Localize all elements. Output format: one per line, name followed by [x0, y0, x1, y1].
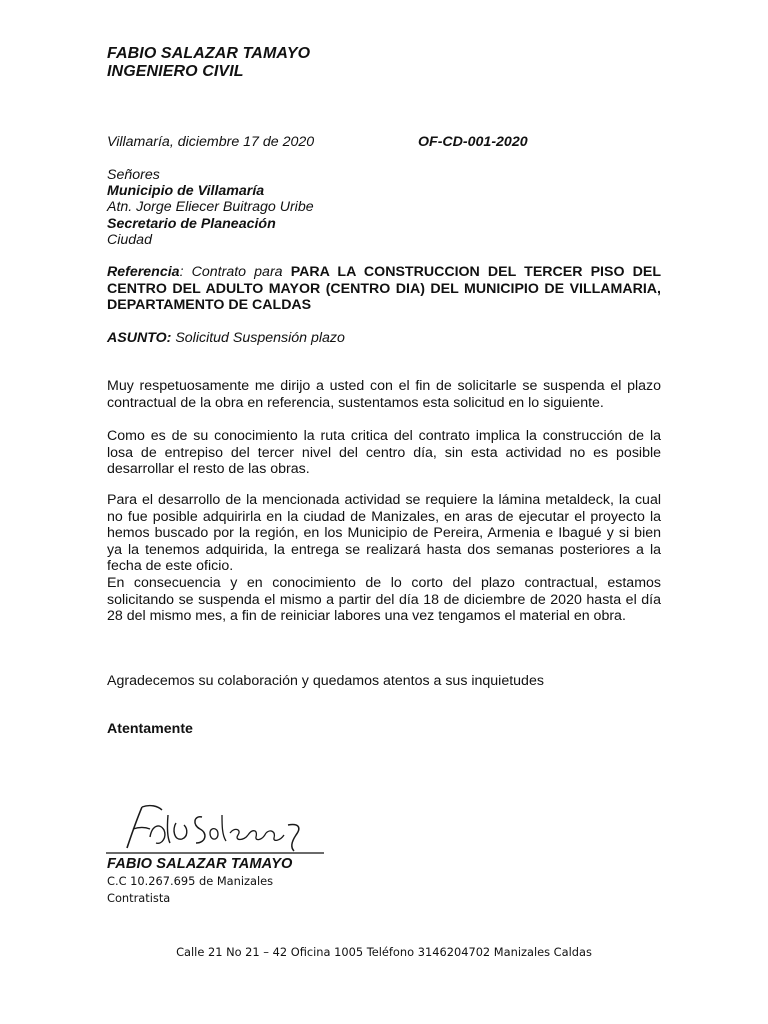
sender-name-header: FABIO SALAZAR TAMAYO: [107, 45, 311, 62]
reference-separator: :: [179, 264, 184, 280]
reference-intro: Contrato para: [183, 264, 291, 280]
handwritten-signature: [106, 785, 326, 857]
recipient-position: Secretario de Planeación: [107, 216, 276, 232]
recipient-attention: Atn. Jorge Eliecer Buitrago Uribe: [107, 199, 314, 215]
subject-text: Solicitud Suspensión plazo: [171, 330, 345, 346]
signer-id: C.C 10.267.695 de Manizales: [107, 874, 274, 888]
signature-drawing: [106, 785, 326, 857]
reference-block: [107, 264, 661, 314]
body-paragraph-5: Agradecemos su colaboración y quedamos atentos a sus inquietudes: [107, 673, 544, 689]
signer-role: Contratista: [107, 891, 171, 905]
salutation: Señores: [107, 167, 160, 183]
recipient-city: Ciudad: [107, 232, 152, 248]
reference-label: Referencia: [107, 264, 180, 280]
sender-profession: INGENIERO CIVIL: [107, 63, 244, 80]
recipient-entity: Municipio de Villamaría: [107, 183, 265, 199]
signer-name: FABIO SALAZAR TAMAYO: [107, 856, 293, 872]
footer-address: Calle 21 No 21 – 42 Oficina 1005 Teléfono 3146204702 Manizales Caldas: [176, 945, 592, 959]
reference-text: PARA LA CONSTRUCCION DEL TERCER PISO DEL CENTRO DEL ADULTO MAYOR (CENTRO DIA) DEL MUNICIPIO DE VILLAMARIA, DEPARTAMENTO DE CALDAS: [107, 264, 661, 313]
body-paragraph-4: En consecuencia y en conocimiento de lo corto del plazo contractual, estamos solicitando se suspenda el mismo a partir del día 18 de diciembre de 2020 hasta el día 28 del mismo mes, a fin de reiniciar labores una vez tengamos el material en obra.: [107, 575, 661, 624]
closing: Atentamente: [107, 721, 193, 737]
subject-line: [107, 330, 345, 347]
place-date: Villamaría, diciembre 17 de 2020: [107, 134, 315, 150]
body-paragraph-3: Para el desarrollo de la mencionada actividad se requiere la lámina metaldeck, la cual no fue posible adquirirla en la ciudad de Manizales, en aras de ejecutar el proyecto la hemos buscado por la región, en los Municipio de Pereira, Armenia e Ibagué y si bien ya la tenemos adquirida, la entrega se realizará hasta dos semanas posteriores a la fecha de este oficio.: [107, 492, 661, 574]
subject-label: ASUNTO:: [107, 330, 172, 346]
body-paragraph-1: Muy respetuosamente me dirijo a usted con el fin de solicitarle se suspenda el plazo contractual de la obra en referencia, sustentamos esta solicitud en lo siguiente.: [107, 378, 661, 411]
body-paragraph-2: Como es de su conocimiento la ruta critica del contrato implica la construcción de la losa de entrepiso del tercer nivel del centro día, sin esta actividad no es posible desarrollar el resto de las obras.: [107, 428, 661, 477]
document-code: OF-CD-001-2020: [418, 134, 528, 150]
